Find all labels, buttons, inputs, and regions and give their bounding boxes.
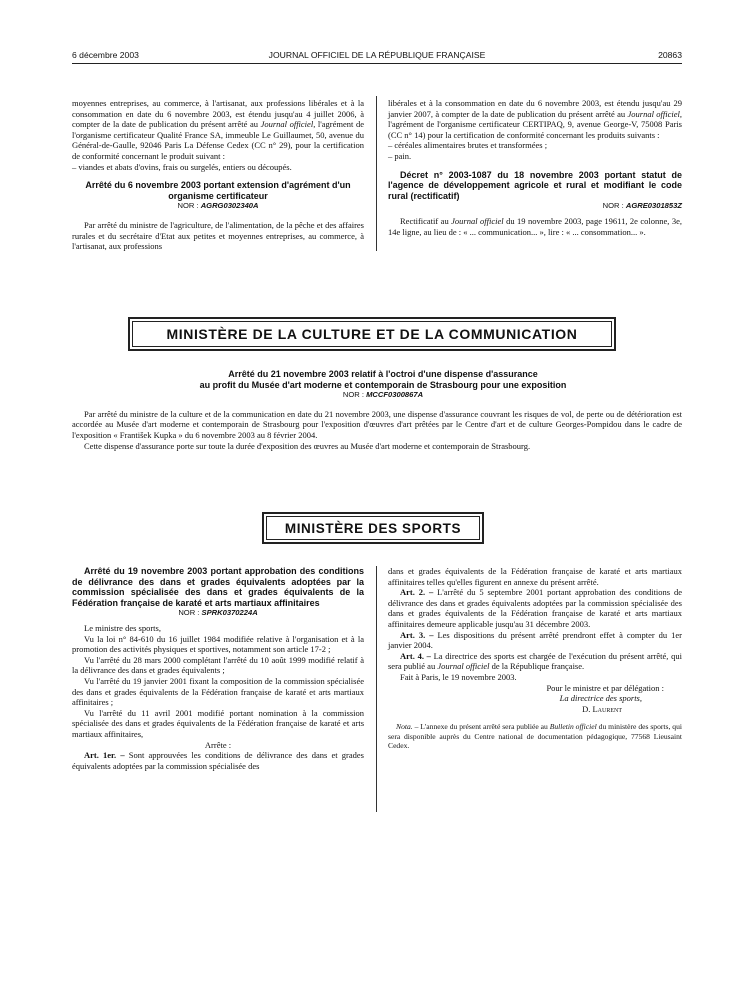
paragraph: moyennes entreprises, au commerce, à l'artisanat, aux professions libérales et à la consommation en date du 6 novembre 2003, est étendu jusqu'au 4 juillet 2006, à compter de la date de publication du présent arrêté au Journal officiel, l'agrément de l'organisme certificateur Qualité France SA, immeuble Le Guillaumet, 50, avenue du Général-de-Gaulle, 92046 Paris La Défense Cedex (CC n° 29), pour la certification de conformité concernant le produit suivant :	[72, 98, 364, 161]
paragraph: dans et grades équivalents de la Fédération française de karaté et arts martiaux affinitaires telles qu'elles figurent en annexe du présent arrêté.	[388, 566, 682, 587]
article-1: Art. 1er. – Sont approuvées les conditions de délivrance des dans et grades équivalents adoptées par la commission spécialisée des	[72, 750, 364, 771]
paragraph: Vu l'arrêté du 19 janvier 2001 fixant la composition de la commission spécialisée des dans et grades équivalents de la Fédération française de karaté et arts martiaux affinitaires ;	[72, 675, 364, 708]
paragraph: Vu l'arrêté du 11 avril 2001 modifié portant nomination à la commission spécialisée des dans et grades équivalents de la Fédération française de karaté et arts martiaux affinitaires,	[72, 707, 364, 739]
article-3: Art. 3. – Les dispositions du présent arrêté prendront effet à compter du 1er janvier 2004.	[388, 629, 682, 651]
header-rule	[72, 63, 682, 64]
column-divider-top	[376, 96, 377, 251]
paragraph: Le ministre des sports,	[84, 622, 161, 633]
nor-reference: NOR : MCCF0300867A	[342, 390, 424, 400]
column-divider-bottom	[376, 566, 377, 812]
ministry-culture-banner	[128, 317, 616, 351]
section-title: Décret n° 2003-1087 du 18 novembre 2003 portant statut de l'agence de développement agricole et rural et modifiant le code rural (rectificatif)	[388, 169, 682, 201]
journal-title: JOURNAL OFFICIEL DE LA RÉPUBLIQUE FRANÇAISE	[268, 50, 486, 60]
signature-name: D. Laurent	[582, 703, 622, 714]
paragraph: Cette dispense d'assurance porte sur toute la durée d'exposition des œuvres au Musée d'art moderne et contemporain de Strasbourg.	[84, 440, 531, 451]
top-left-column	[72, 98, 364, 252]
page-number: 20863	[658, 50, 682, 60]
sports-right-column	[388, 566, 682, 750]
paragraph: Vu la loi n° 84-610 du 16 juillet 1984 modifiée relative à l'organisation et à la promotion des activités physiques et sportives, notamment son article 17-2 ;	[72, 633, 364, 655]
section-title-line2: au profit du Musée d'art moderne et contemporain de Strasbourg pour une exposition	[199, 379, 567, 390]
list-item: – céréales alimentaires brutes et transformées ;	[388, 140, 548, 151]
top-right-column	[388, 98, 682, 237]
section-title: Arrêté du 19 novembre 2003 portant approbation des conditions de délivrance des dans et grades équivalents adoptées par la commission spécialisée des dans et grades équivalents de la Fédération française de karaté et arts martiaux affinitaires	[72, 566, 364, 608]
section-title-line1: Arrêté du 21 novembre 2003 relatif à l'octroi d'une dispense d'assurance	[228, 369, 538, 379]
ministry-sports-name: MINISTÈRE DES SPORTS	[284, 520, 462, 536]
article-4: Art. 4. – La directrice des sports est chargée de l'exécution du présent arrêté, qui sera publié au Journal officiel de la République française.	[388, 650, 682, 672]
article-2: Art. 2. – L'arrêté du 5 septembre 2001 portant approbation des conditions de délivrance des dans et grades équivalents adoptées par la commission spécialisée des dans et grades équivalents de la Fédération française de karaté et arts martiaux affinitaires demeure applicable jusqu'au 31 décembre 2003.	[388, 587, 682, 629]
paragraph: Par arrêté du ministre de l'agriculture, de l'alimentation, de la pêche et des affaires rurales et du secrétaire d'Etat aux petites et moyennes entreprises, au commerce, à l'artisanat, aux professions	[72, 219, 364, 252]
signature-title: La directrice des sports,	[559, 693, 642, 704]
arrete-label: Arrête :	[204, 739, 232, 750]
signature-date: Fait à Paris, le 19 novembre 2003.	[400, 671, 517, 682]
nor-reference: NOR : AGRE0301853Z	[602, 201, 682, 211]
paragraph: Vu l'arrêté du 28 mars 2000 complétant l'arrêté du 10 août 1999 modifié relatif à la délivrance des dans et grades équivalents ;	[72, 654, 364, 676]
paragraph: libérales et à la consommation en date du 6 novembre 2003, est étendu jusqu'au 29 janvier 2007, à compter de la date de publication du présent arrêté au Journal officiel, l'agrément de l'organisme certificateur CERTIPAQ, 9, avenue George-V, 75008 Paris (CC n° 14) pour la certification de conformité concernant les produits suivants :	[388, 98, 682, 140]
list-item: – pain.	[388, 150, 412, 161]
header-date: 6 décembre 2003	[72, 50, 139, 60]
ministry-culture-name: MINISTÈRE DE LA CULTURE ET DE LA COMMUNICATION	[166, 326, 578, 342]
page-header	[72, 50, 682, 63]
culture-section	[72, 369, 682, 451]
paragraph: Rectificatif au Journal officiel du 19 novembre 2003, page 19611, 2e colonne, 3e, 14e ligne, au lieu de : « ... communication... », lire : « ... consommation... ».	[388, 215, 682, 237]
nor-reference: NOR : SPRK0370224A	[178, 608, 258, 618]
sports-left-column	[72, 566, 364, 771]
nota: Nota. – L'annexe du présent arrêté sera publiée au Bulletin officiel du ministère des sports, qui sera disponible auprès du Centre national de documentation pédagogique, 77568 Lieusaint Cedex.	[388, 722, 683, 750]
signature-line: Pour le ministre et par délégation :	[546, 682, 664, 693]
section-title: Arrêté du 6 novembre 2003 portant extension d'agrément d'un organisme certificateur	[85, 180, 351, 201]
nor-reference: NOR : AGRG0302340A	[177, 201, 259, 211]
list-item: – viandes et abats d'ovins, frais ou surgelés, entiers ou découpés.	[72, 161, 292, 172]
paragraph: Par arrêté du ministre de la culture et de la communication en date du 21 novembre 2003, une dispense d'assurance couvrant les risques de vol, de perte ou de détérioration est accordée au Musée d'art moderne et contemporain de Strasbourg pour l'exposition d'œuvres d'art prêtées par le Centre d'art et de culture Georges-Pompidou dans le cadre de l'exposition « František Kupka » du 6 novembre 2003 au 8 février 2004.	[72, 408, 682, 440]
ministry-sports-banner	[262, 512, 484, 544]
